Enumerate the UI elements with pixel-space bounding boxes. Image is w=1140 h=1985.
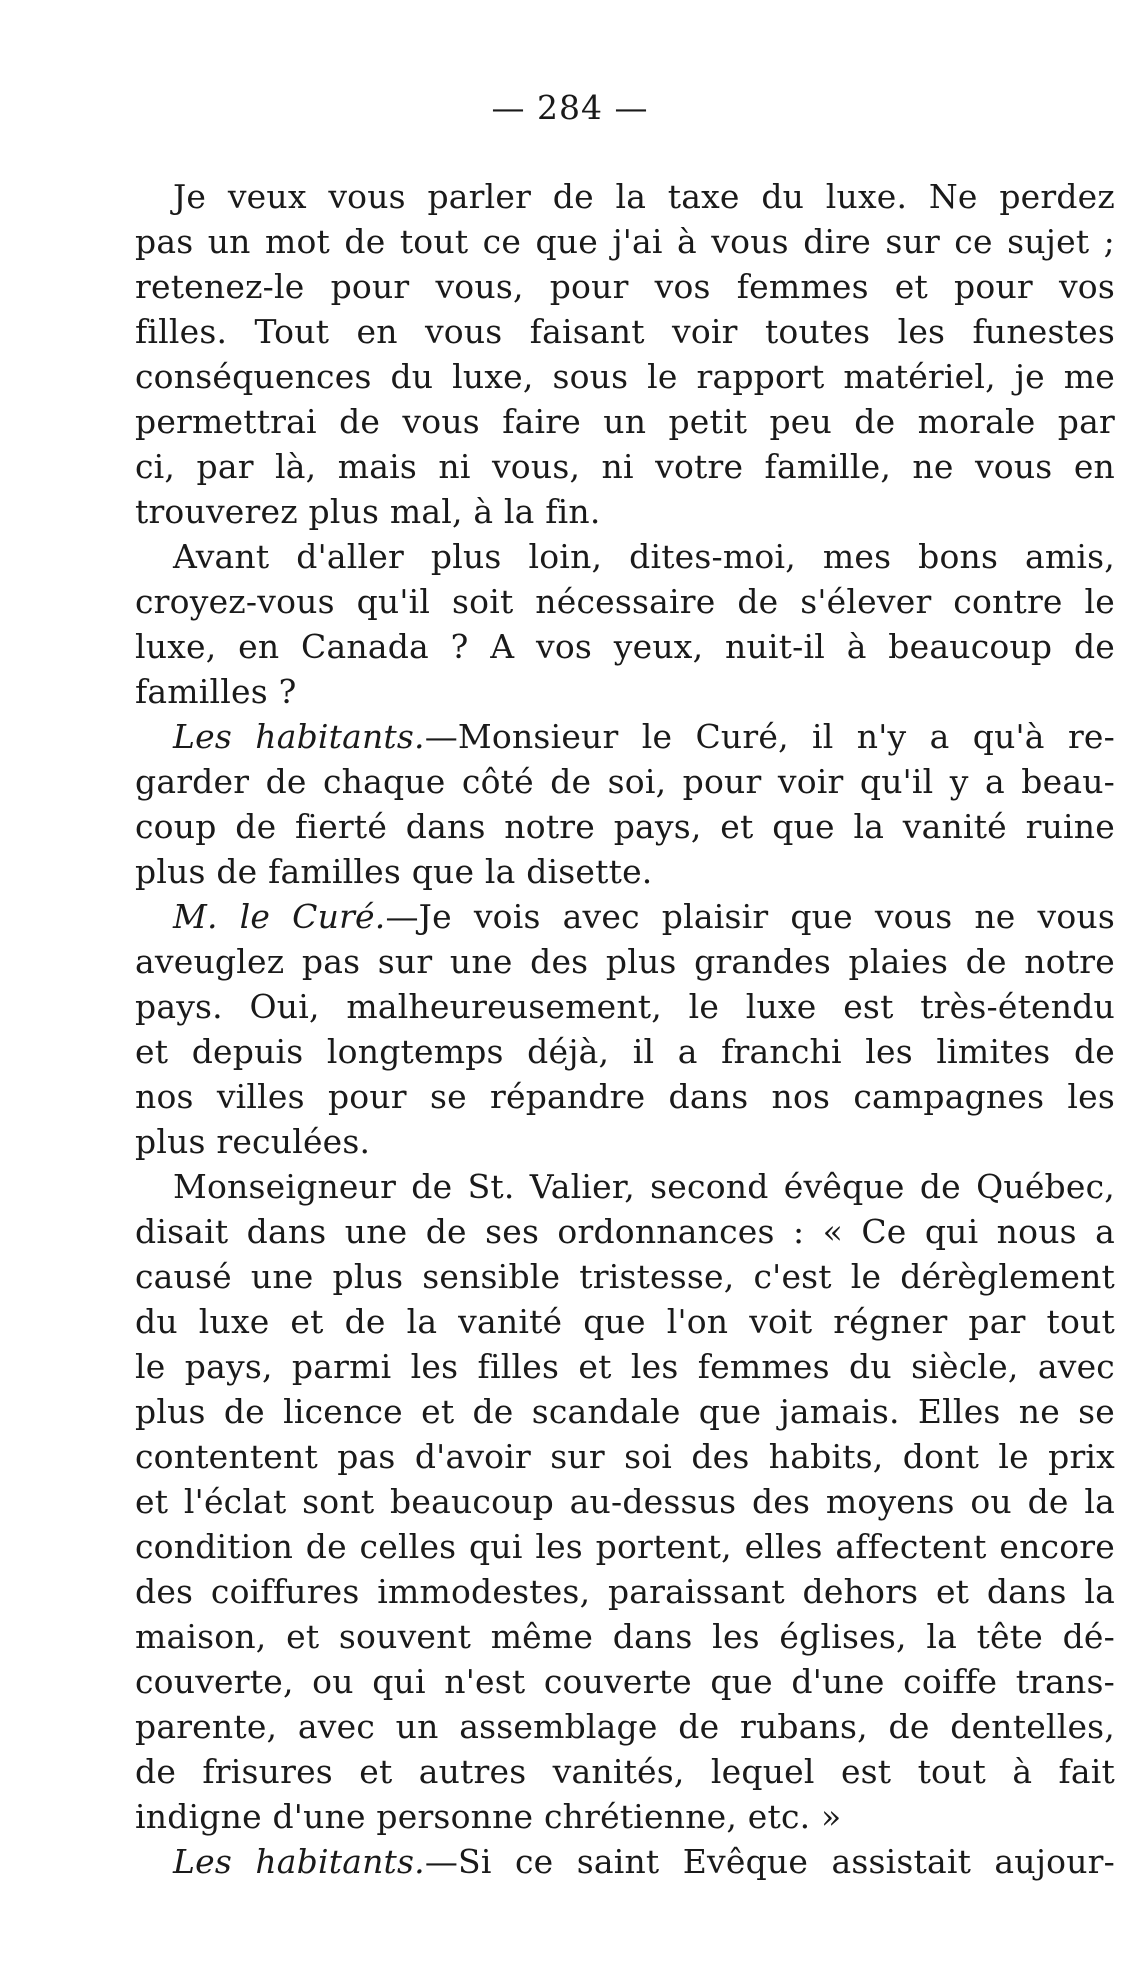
line-text: garder de chaque côté de soi, pour voir qu'il y a beau- bbox=[135, 762, 1115, 801]
speaker-label: Les habitants. bbox=[173, 1842, 425, 1881]
text-line bbox=[135, 1524, 1115, 1569]
line-text: coup de fierté dans notre pays, et que la vanité ruine bbox=[135, 807, 1115, 846]
text-line bbox=[135, 579, 1115, 624]
line-text: le pays, parmi les filles et les femmes du siècle, avec bbox=[135, 1347, 1115, 1386]
line-text: retenez-le pour vous, pour vos femmes et pour vos bbox=[135, 267, 1115, 306]
text-line bbox=[135, 849, 1115, 894]
text-line bbox=[135, 984, 1115, 1029]
text-line bbox=[135, 174, 1115, 219]
line-text: Monseigneur de St. Valier, second évêque de Québec, bbox=[173, 1167, 1115, 1206]
text-line bbox=[135, 714, 1115, 759]
text-line bbox=[135, 264, 1115, 309]
speaker-label: Les habitants. bbox=[173, 717, 425, 756]
text-line bbox=[135, 1119, 1115, 1164]
text-line bbox=[135, 1659, 1115, 1704]
text-line bbox=[135, 1794, 1115, 1839]
line-text: plus de licence et de scandale que jamais. Elles ne se bbox=[135, 1392, 1115, 1431]
line-text: familles ? bbox=[135, 672, 297, 711]
text-line bbox=[135, 354, 1115, 399]
line-text: indigne d'une personne chrétienne, etc. » bbox=[135, 1797, 842, 1836]
line-text: maison, et souvent même dans les églises, la tête dé- bbox=[135, 1617, 1115, 1656]
text-line bbox=[135, 489, 1115, 534]
text-line bbox=[135, 1344, 1115, 1389]
line-text: ci, par là, mais ni vous, ni votre famille, ne vous en bbox=[135, 447, 1115, 486]
text-line bbox=[135, 894, 1115, 939]
line-text: Je veux vous parler de la taxe du luxe. Ne perdez bbox=[173, 177, 1115, 216]
text-line bbox=[135, 1749, 1115, 1794]
line-text: et depuis longtemps déjà, il a franchi les limites de bbox=[135, 1032, 1115, 1071]
text-line bbox=[135, 219, 1115, 264]
line-text: couverte, ou qui n'est couverte que d'une coiffe trans- bbox=[135, 1662, 1115, 1701]
line-text: pays. Oui, malheureusement, le luxe est très-étendu bbox=[135, 987, 1115, 1026]
text-line bbox=[135, 1299, 1115, 1344]
text-line bbox=[135, 1479, 1115, 1524]
text-line bbox=[135, 1704, 1115, 1749]
line-text: causé une plus sensible tristesse, c'est le dérèglement bbox=[135, 1257, 1115, 1296]
text-line bbox=[135, 759, 1115, 804]
line-text: disait dans une de ses ordonnances : « Ce qui nous a bbox=[135, 1212, 1115, 1251]
line-text: luxe, en Canada ? A vos yeux, nuit-il à beaucoup de bbox=[135, 627, 1115, 666]
line-text: conséquences du luxe, sous le rapport matériel, je me bbox=[135, 357, 1115, 396]
line-text: nos villes pour se répandre dans nos campagnes les bbox=[135, 1077, 1115, 1116]
text-line bbox=[135, 804, 1115, 849]
text-line bbox=[135, 444, 1115, 489]
line-text: filles. Tout en vous faisant voir toutes les funestes bbox=[135, 312, 1115, 351]
text-line bbox=[135, 534, 1115, 579]
text-line bbox=[135, 399, 1115, 444]
paragraph bbox=[135, 894, 1115, 1164]
line-text: pas un mot de tout ce que j'ai à vous dire sur ce sujet ; bbox=[135, 222, 1115, 261]
line-text: plus de familles que la disette. bbox=[135, 852, 653, 891]
paragraph bbox=[135, 174, 1115, 534]
line-text: —Monsieur le Curé, il n'y a qu'à re- bbox=[424, 717, 1115, 756]
line-text: plus reculées. bbox=[135, 1122, 371, 1161]
body-text bbox=[135, 174, 1115, 1884]
text-line bbox=[135, 1164, 1115, 1209]
line-text: parente, avec un assemblage de rubans, de dentelles, bbox=[135, 1707, 1115, 1746]
text-line bbox=[135, 669, 1115, 714]
line-text: et l'éclat sont beaucoup au-dessus des moyens ou de la bbox=[135, 1482, 1115, 1521]
text-line bbox=[135, 1569, 1115, 1614]
line-text: —Je vois avec plaisir que vous ne vous bbox=[385, 897, 1116, 936]
line-text: contentent pas d'avoir sur soi des habits, dont le prix bbox=[135, 1437, 1115, 1476]
text-line bbox=[135, 309, 1115, 354]
text-line bbox=[135, 624, 1115, 669]
text-line bbox=[135, 1254, 1115, 1299]
line-text: croyez-vous qu'il soit nécessaire de s'élever contre le bbox=[135, 582, 1115, 621]
line-text: aveuglez pas sur une des plus grandes plaies de notre bbox=[135, 942, 1115, 981]
line-text: Avant d'aller plus loin, dites-moi, mes bons amis, bbox=[173, 537, 1115, 576]
line-text: des coiffures immodestes, paraissant dehors et dans la bbox=[135, 1572, 1115, 1611]
paragraph bbox=[135, 1839, 1115, 1884]
line-text: de frisures et autres vanités, lequel est tout à fait bbox=[135, 1752, 1115, 1791]
line-text: —Si ce saint Evêque assistait aujour- bbox=[424, 1842, 1116, 1881]
text-line bbox=[135, 1074, 1115, 1119]
paragraph bbox=[135, 714, 1115, 894]
line-text: condition de celles qui les portent, elles affectent encore bbox=[135, 1527, 1115, 1566]
paragraph bbox=[135, 1164, 1115, 1839]
text-line bbox=[135, 1434, 1115, 1479]
page-number: — 284 — bbox=[491, 88, 649, 127]
text-line bbox=[135, 1614, 1115, 1659]
text-line bbox=[135, 1389, 1115, 1434]
text-line bbox=[135, 1029, 1115, 1074]
line-text: trouverez plus mal, à la fin. bbox=[135, 492, 601, 531]
text-line bbox=[135, 1839, 1115, 1884]
speaker-label: M. le Curé. bbox=[173, 897, 386, 936]
line-text: permettrai de vous faire un petit peu de morale par bbox=[135, 402, 1115, 441]
text-line bbox=[135, 939, 1115, 984]
text-line bbox=[135, 1209, 1115, 1254]
paragraph bbox=[135, 534, 1115, 714]
line-text: du luxe et de la vanité que l'on voit régner par tout bbox=[135, 1302, 1115, 1341]
